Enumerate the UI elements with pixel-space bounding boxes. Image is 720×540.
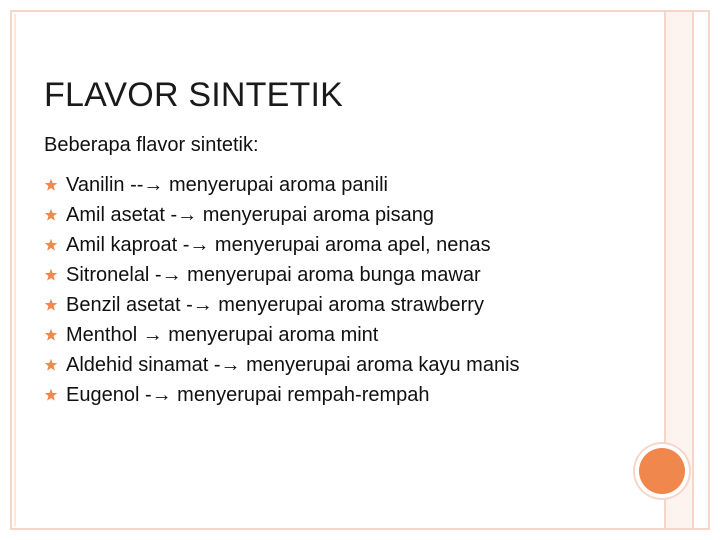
list-item <box>44 350 520 380</box>
star-bullet-icon <box>44 238 64 252</box>
list-item-label: Menthol → menyerupai aroma mint <box>66 323 379 346</box>
star-bullet-icon <box>44 178 64 192</box>
star-bullet-icon <box>44 208 64 222</box>
list-item-label: Sitronelal -→ menyerupai aroma bunga mawar <box>66 263 481 286</box>
list-item-label: Amil asetat -→ menyerupai aroma pisang <box>66 203 434 226</box>
star-bullet-icon <box>44 328 64 342</box>
flavor-list <box>44 170 520 410</box>
list-item-label: Amil kaproat -→ menyerupai aroma apel, nenas <box>66 233 491 256</box>
list-item <box>44 260 520 290</box>
decor-circle <box>639 448 685 494</box>
list-item <box>44 320 520 350</box>
list-item <box>44 290 520 320</box>
list-item-label: Vanilin --→ menyerupai aroma panili <box>66 173 388 196</box>
list-item <box>44 170 520 200</box>
list-item <box>44 230 520 260</box>
list-item-label: Benzil asetat -→ menyerupai aroma strawberry <box>66 293 484 316</box>
list-item <box>44 380 520 410</box>
star-bullet-icon <box>44 358 64 372</box>
list-item-label: Eugenol -→ menyerupai rempah-rempah <box>66 383 430 406</box>
list-item <box>44 200 520 230</box>
star-bullet-icon <box>44 268 64 282</box>
star-bullet-icon <box>44 388 64 402</box>
intro-text: Beberapa flavor sintetik: <box>44 134 259 156</box>
frame-edge-line <box>14 14 16 526</box>
star-bullet-icon <box>44 298 64 312</box>
list-item-label: Aldehid sinamat -→ menyerupai aroma kayu manis <box>66 353 520 376</box>
slide-title: FLAVOR SINTETIK <box>44 76 343 114</box>
